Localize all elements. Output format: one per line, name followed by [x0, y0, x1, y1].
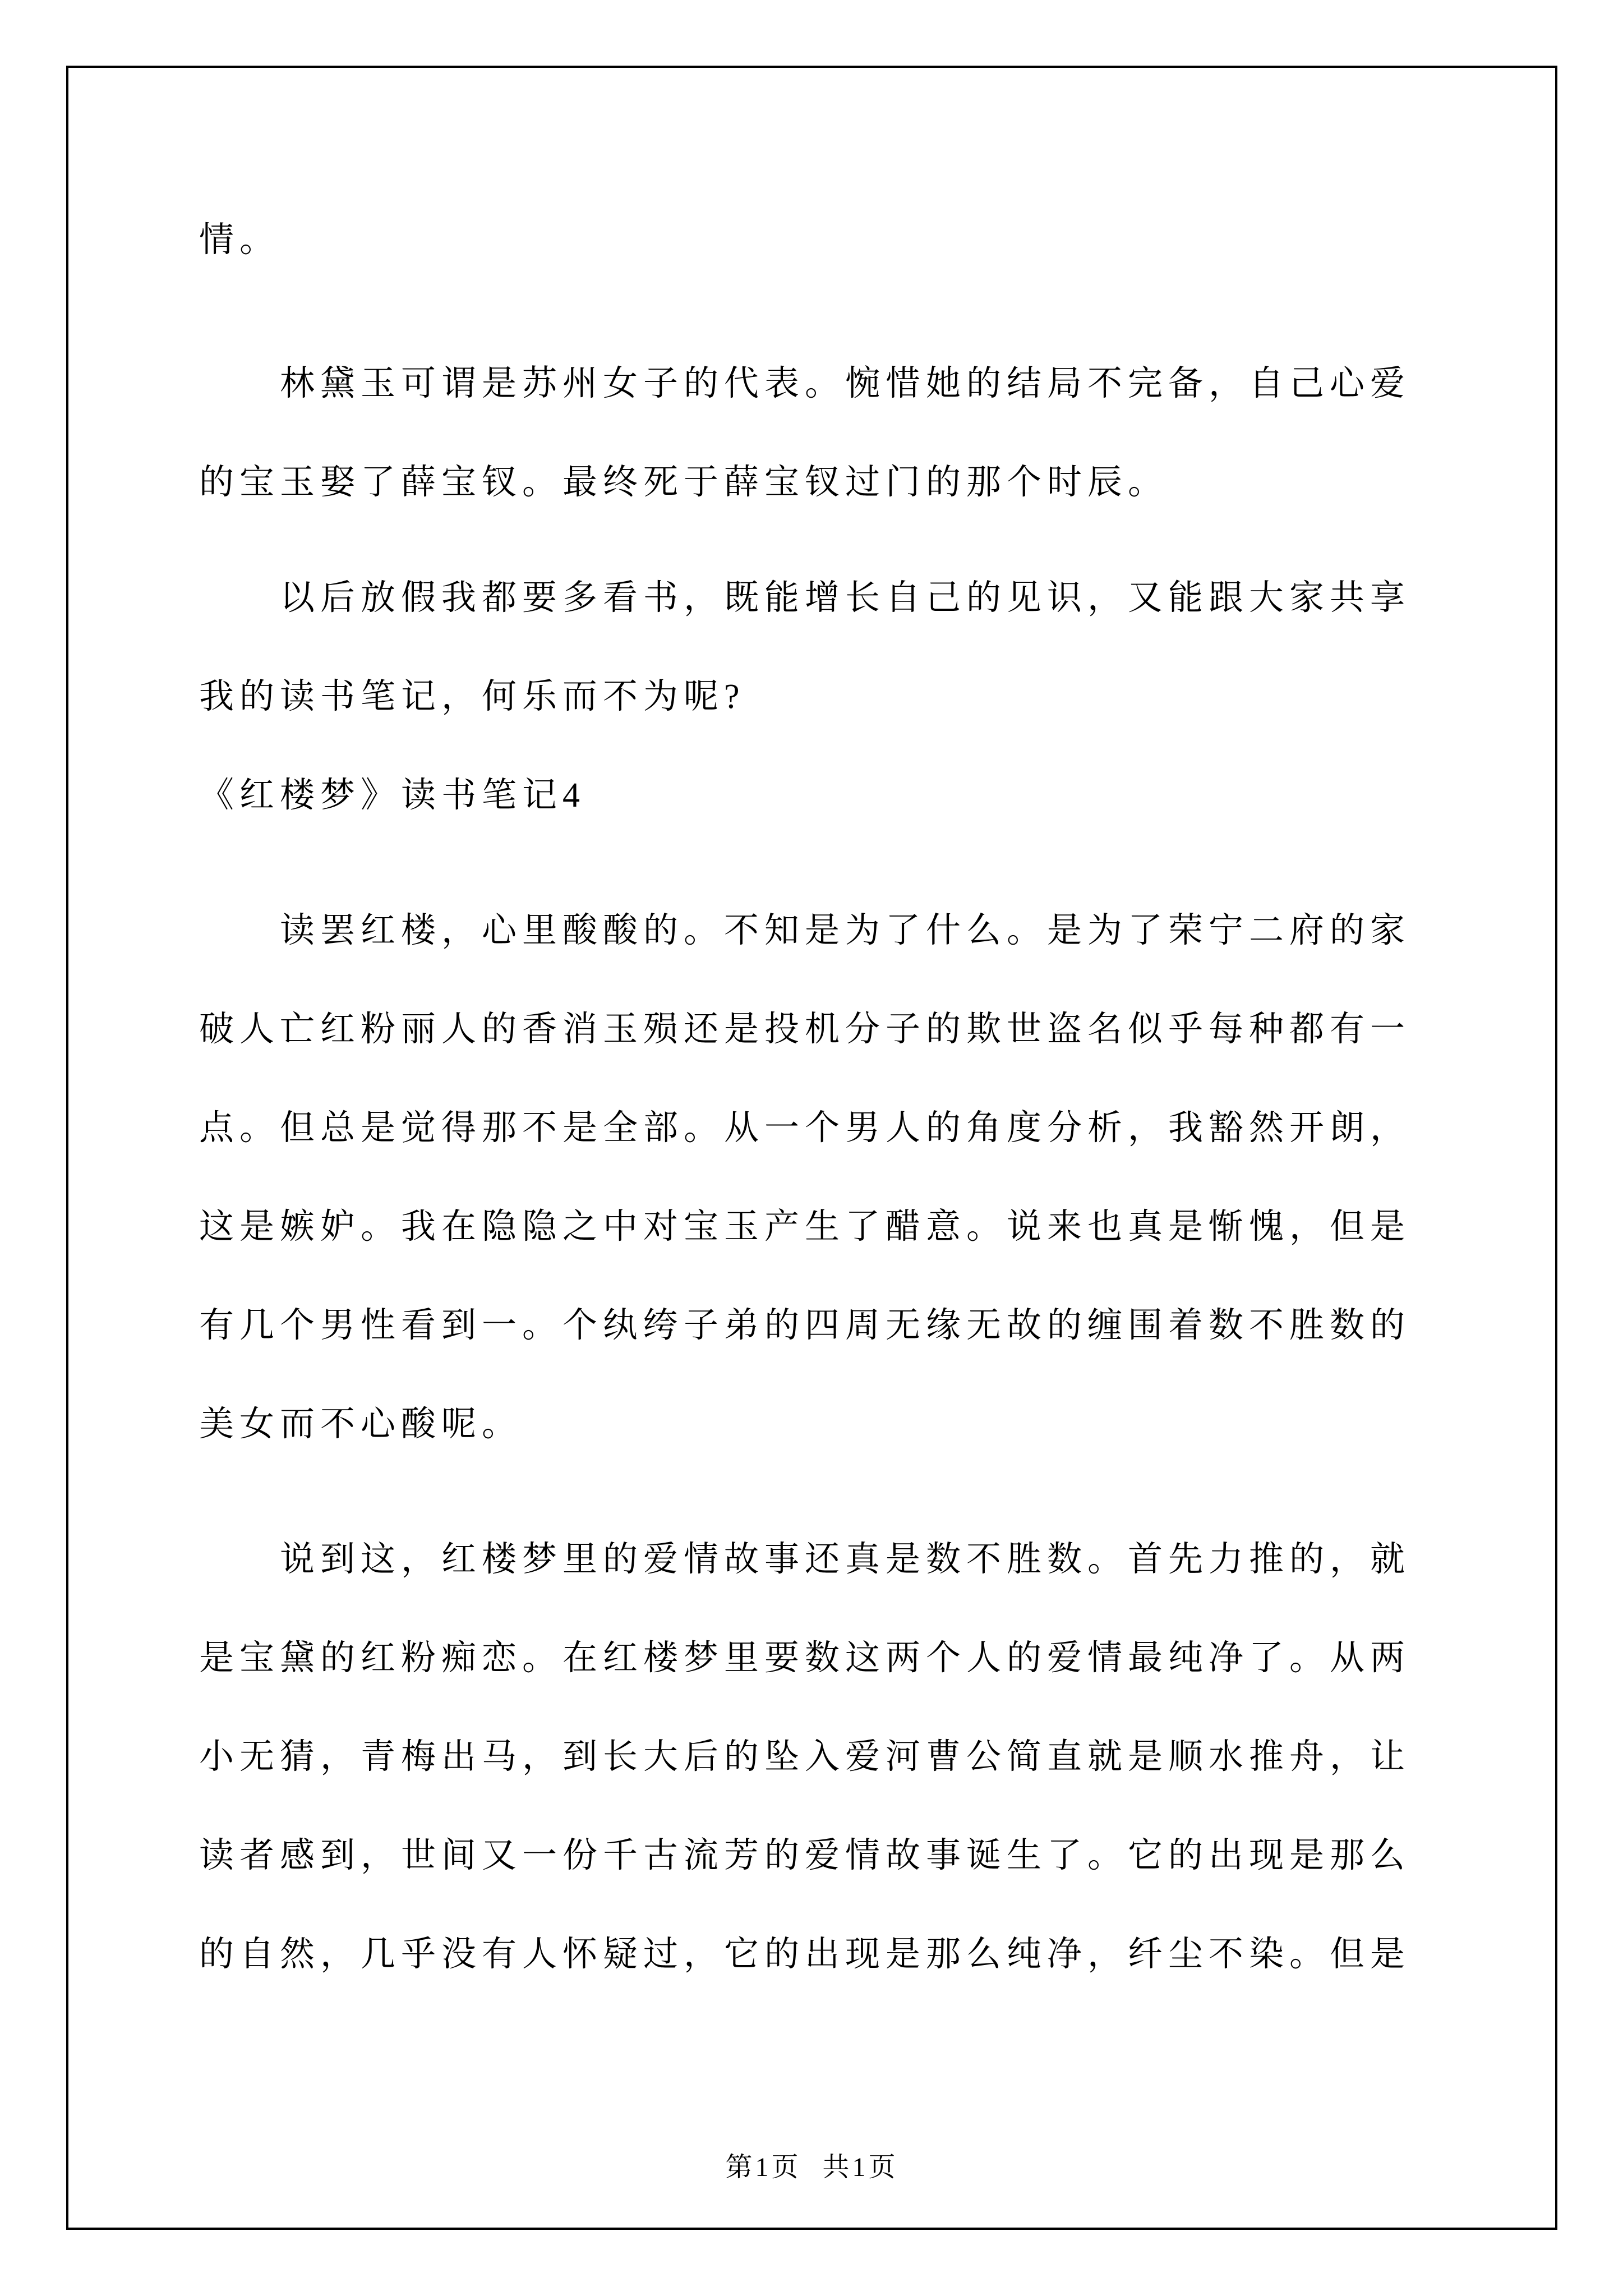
text-line: 有几个男性看到一。个纨绔子弟的四周无缘无故的缠围着数不胜数的 — [199, 1306, 1411, 1345]
text-line: 《红楼梦》读书笔记4 — [199, 776, 586, 815]
paragraph — [199, 549, 1424, 746]
text-line: 这是嫉妒。我在隐隐之中对宝玉产生了醋意。说来也真是惭愧，但是 — [199, 1208, 1411, 1246]
text-line: 美女而不心酸呢。 — [199, 1405, 523, 1443]
paragraph — [199, 191, 1424, 289]
section-heading — [199, 746, 1424, 845]
paragraph — [199, 881, 1424, 1474]
text-line: 说到这，红楼梦里的爱情故事还真是数不胜数。首先力推的，就 — [280, 1540, 1411, 1579]
text-line: 林黛玉可谓是苏州女子的代表。惋惜她的结局不完备，自己心爱 — [280, 365, 1411, 403]
text-line: 读罢红楼，心里酸酸的。不知是为了什么。是为了荣宁二府的家 — [280, 912, 1411, 950]
text-line: 的自然，几乎没有人怀疑过，它的出现是那么纯净，纤尘不染。但是 — [199, 1935, 1411, 1973]
document-body — [68, 68, 1555, 2004]
paragraph — [199, 334, 1424, 532]
page-count: 共1页 — [822, 2152, 898, 2182]
paragraph — [199, 1510, 1424, 2004]
document-frame — [66, 66, 1557, 2230]
text-line: 点。但总是觉得那不是全部。从一个男人的角度分析，我豁然开朗， — [199, 1109, 1411, 1147]
text-line: 小无猜，青梅出马，到长大后的坠入爱河曹公简直就是顺水推舟，让 — [199, 1738, 1411, 1776]
page-footer — [68, 2152, 1555, 2183]
text-line: 以后放假我都要多看书，既能增长自己的见识，又能跟大家共享 — [280, 579, 1411, 617]
text-line: 是宝黛的红粉痴恋。在红楼梦里要数这两个人的爱情最纯净了。从两 — [199, 1639, 1411, 1677]
text-line: 读者感到，世间又一份千古流芳的爱情故事诞生了。它的出现是那么 — [199, 1837, 1411, 1875]
text-line: 情。 — [199, 221, 280, 259]
text-line: 我的读书笔记，何乐而不为呢? — [199, 678, 745, 716]
page-number: 第1页 — [725, 2152, 801, 2182]
text-line: 破人亡红粉丽人的香消玉殒还是投机分子的欺世盗名似乎每种都有一 — [199, 1010, 1411, 1048]
text-line: 的宝玉娶了薛宝钗。最终死于薛宝钗过门的那个时辰。 — [199, 463, 1169, 501]
